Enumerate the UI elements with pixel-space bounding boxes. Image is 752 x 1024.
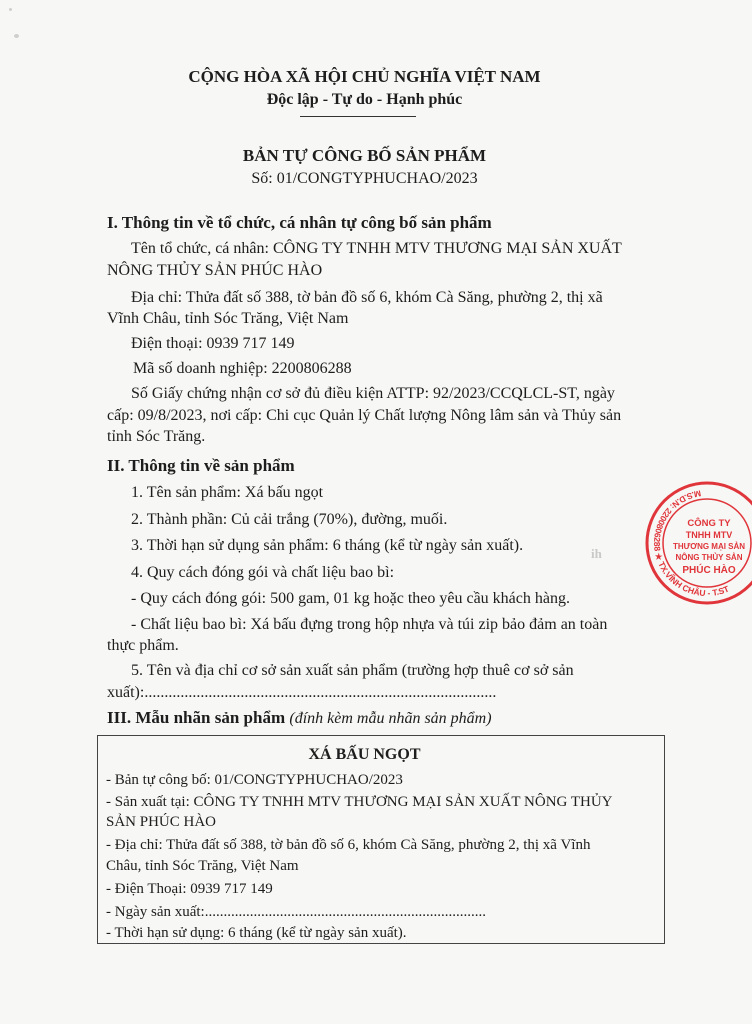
section-3-title: III. Mẫu nhãn sản phẩm xyxy=(107,708,286,727)
product-item-5-line2: xuất):........................................................................................ xyxy=(107,684,497,701)
product-item-4b-line2: thực phẩm. xyxy=(107,637,179,654)
product-item-4a: - Quy cách đóng gói: 500 gam, 01 kg hoặc theo yêu cầu khách hàng. xyxy=(131,590,570,607)
scan-speck xyxy=(9,8,12,11)
product-item-4: 4. Quy cách đóng gói và chất liệu bao bì: xyxy=(131,564,395,581)
label-line-phone: - Điện Thoại: 0939 717 149 xyxy=(106,881,273,897)
seal-center-line4: NÔNG THỦY SẢN xyxy=(675,553,743,562)
section-1-heading: I. Thông tin về tổ chức, cá nhân tự công bố sản phẩm xyxy=(107,213,492,232)
section-2-heading: II. Thông tin về sản phẩm xyxy=(107,456,295,475)
address-line2: Vĩnh Châu, tỉnh Sóc Trăng, Việt Nam xyxy=(107,310,349,327)
product-item-1: 1. Tên sản phẩm: Xá bấu ngọt xyxy=(131,484,324,501)
seal-center-line1: CÔNG TY xyxy=(687,518,731,529)
scan-speck xyxy=(14,34,19,38)
label-line-expiry: - Thời hạn sử dụng: 6 tháng (kể từ ngày sản xuất). xyxy=(106,925,407,941)
label-line-producer-2: SẢN PHÚC HÀO xyxy=(106,814,217,830)
motto: Độc lập - Tự do - Hạnh phúc xyxy=(266,91,463,108)
cert-line2: cấp: 09/8/2023, nơi cấp: Chi cục Quản lý Chất lượng Nông lâm sản và Thủy sản xyxy=(107,407,622,424)
motto-underline xyxy=(300,116,416,117)
product-item-3: 3. Thời hạn sử dụng sản phẩm: 6 tháng (kể từ ngày sản xuất). xyxy=(131,537,524,554)
cert-line3: tỉnh Sóc Trăng. xyxy=(107,428,206,445)
label-line-address-2: Châu, tỉnh Sóc Trăng, Việt Nam xyxy=(106,858,299,874)
section-3-note: (đính kèm mẫu nhãn sản phẩm) xyxy=(289,710,492,727)
seal-center-line5: PHÚC HÀO xyxy=(682,565,736,576)
scan-ghost-text: ih xyxy=(591,546,602,561)
product-item-2: 2. Thành phần: Củ cải trắng (70%), đường, muối. xyxy=(131,511,448,528)
label-title: XÁ BẤU NGỌT xyxy=(308,746,421,763)
document-title: BẢN TỰ CÔNG BỐ SẢN PHẨM xyxy=(242,146,487,165)
org-name-line2: NÔNG THỦY SẢN PHÚC HÀO xyxy=(107,262,323,279)
seal-ring-text: M.S.D.N: 2200806288 ★ TX.VĨNH CHÂU - T.ST xyxy=(652,488,731,599)
label-line-address-1: - Địa chỉ: Thửa đất số 388, tờ bản đồ số 6, khóm Cà Săng, phường 2, thị xã Vĩnh xyxy=(106,837,591,853)
phone: Điện thoại: 0939 717 149 xyxy=(131,335,295,352)
label-line-production-date: - Ngày sản xuất:........................................................................... xyxy=(106,904,486,920)
nation-heading: CỘNG HÒA XÃ HỘI CHỦ NGHĨA VIỆT NAM xyxy=(188,67,541,86)
address-line1: Địa chỉ: Thửa đất số 388, tờ bản đồ số 6, khóm Cà Săng, phường 2, thị xã xyxy=(131,289,603,306)
product-item-5-line1: 5. Tên và địa chỉ cơ sở sản xuất sản phẩm (trường hợp thuê cơ sở sản xyxy=(131,662,574,679)
document-number: Số: 01/CONGTYPHUCHAO/2023 xyxy=(251,170,478,187)
product-item-4b-line1: - Chất liệu bao bì: Xá bấu đựng trong hộp nhựa và túi zip bảo đảm an toàn xyxy=(131,616,608,633)
tax-code: Mã số doanh nghiệp: 2200806288 xyxy=(133,360,352,377)
label-line-producer-1: - Sản xuất tại: CÔNG TY TNHH MTV THƯƠNG MẠI SẢN XUẤT NÔNG THỦY xyxy=(106,794,613,810)
company-seal-stamp xyxy=(642,478,752,608)
org-name-line1: Tên tổ chức, cá nhân: CÔNG TY TNHH MTV THƯƠNG MẠI SẢN XUẤT xyxy=(131,240,622,257)
seal-center-line2: TNHH MTV xyxy=(685,530,733,540)
label-line-declaration: - Bản tự công bố: 01/CONGTYPHUCHAO/2023 xyxy=(106,772,403,788)
section-3-heading xyxy=(107,708,492,728)
cert-line1: Số Giấy chứng nhận cơ sở đủ điều kiện ATTP: 92/2023/CCQLCL-ST, ngày xyxy=(131,385,615,402)
seal-center-line3: THƯƠNG MẠI SẢN xyxy=(672,542,746,551)
